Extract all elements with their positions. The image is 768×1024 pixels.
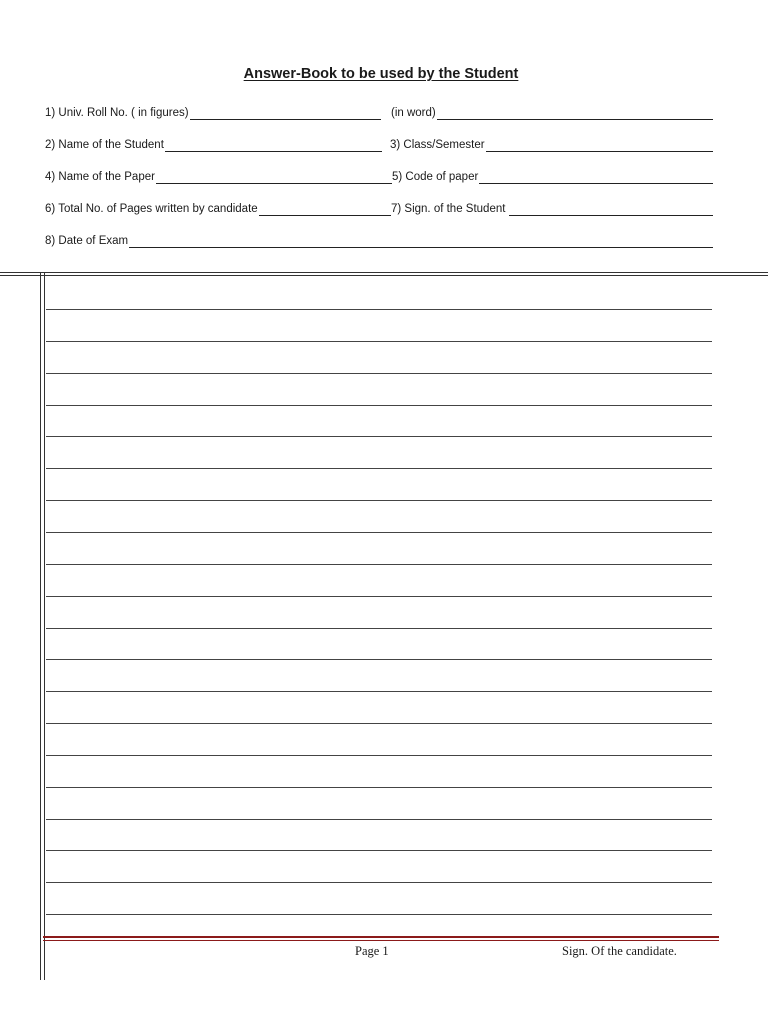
writing-line[interactable] xyxy=(46,882,712,883)
writing-line[interactable] xyxy=(46,341,712,342)
paper-name-line[interactable] xyxy=(156,171,392,184)
writing-line[interactable] xyxy=(46,309,712,310)
total-pages-line[interactable] xyxy=(259,203,391,216)
student-sign-label: 7) Sign. of the Student xyxy=(391,203,506,215)
writing-line[interactable] xyxy=(46,850,712,851)
header-divider-top xyxy=(0,272,768,273)
writing-line[interactable] xyxy=(46,500,712,501)
field-row-1 xyxy=(45,104,713,122)
writing-line[interactable] xyxy=(46,405,712,406)
writing-line[interactable] xyxy=(46,436,712,437)
paper-code-label: 5) Code of paper xyxy=(392,171,479,183)
footer-red-rule-top xyxy=(43,936,719,938)
field-row-4 xyxy=(45,200,713,218)
margin-line-inner xyxy=(44,272,45,980)
roll-no-line[interactable] xyxy=(190,107,381,120)
margin-line-outer xyxy=(40,272,41,980)
class-semester-label: 3) Class/Semester xyxy=(390,139,485,151)
student-sign-line[interactable] xyxy=(509,203,713,216)
total-pages-field[interactable] xyxy=(45,200,391,216)
candidate-sign-label: Sign. Of the candidate. xyxy=(562,944,677,958)
writing-line[interactable] xyxy=(46,596,712,597)
exam-date-line[interactable] xyxy=(129,235,713,248)
student-sign-field[interactable] xyxy=(391,200,713,216)
class-semester-line[interactable] xyxy=(486,139,713,152)
writing-line[interactable] xyxy=(46,373,712,374)
student-name-field[interactable] xyxy=(45,136,382,152)
class-semester-field[interactable] xyxy=(390,136,713,152)
writing-line[interactable] xyxy=(46,468,712,469)
writing-line[interactable] xyxy=(46,723,712,724)
footer-red-rule-bottom xyxy=(43,940,719,941)
student-name-label: 2) Name of the Student xyxy=(45,139,164,151)
in-word-field[interactable] xyxy=(391,104,713,120)
field-row-5 xyxy=(45,232,713,250)
writing-line[interactable] xyxy=(46,564,712,565)
writing-line[interactable] xyxy=(46,532,712,533)
writing-line[interactable] xyxy=(46,659,712,660)
paper-code-line[interactable] xyxy=(479,171,713,184)
exam-date-field[interactable] xyxy=(45,232,713,248)
writing-line[interactable] xyxy=(46,755,712,756)
writing-line[interactable] xyxy=(46,628,712,629)
roll-no-label: 1) Univ. Roll No. ( in figures) xyxy=(45,107,189,119)
roll-no-field[interactable] xyxy=(45,104,381,120)
writing-line[interactable] xyxy=(46,819,712,820)
student-name-line[interactable] xyxy=(165,139,382,152)
page-number: Page 1 xyxy=(355,944,389,958)
page-title: Answer-Book to be used by the Student xyxy=(243,66,519,82)
writing-line[interactable] xyxy=(46,691,712,692)
in-word-label: (in word) xyxy=(391,107,436,119)
exam-date-label: 8) Date of Exam xyxy=(45,235,129,247)
field-row-3 xyxy=(45,168,713,186)
paper-name-field[interactable] xyxy=(45,168,392,184)
writing-line[interactable] xyxy=(46,787,712,788)
paper-code-field[interactable] xyxy=(392,168,713,184)
in-word-line[interactable] xyxy=(437,107,713,120)
paper-name-label: 4) Name of the Paper xyxy=(45,171,155,183)
total-pages-label: 6) Total No. of Pages written by candidate xyxy=(45,203,258,215)
header-divider-bottom xyxy=(0,275,768,276)
field-row-2 xyxy=(45,136,713,154)
writing-line[interactable] xyxy=(46,914,712,915)
